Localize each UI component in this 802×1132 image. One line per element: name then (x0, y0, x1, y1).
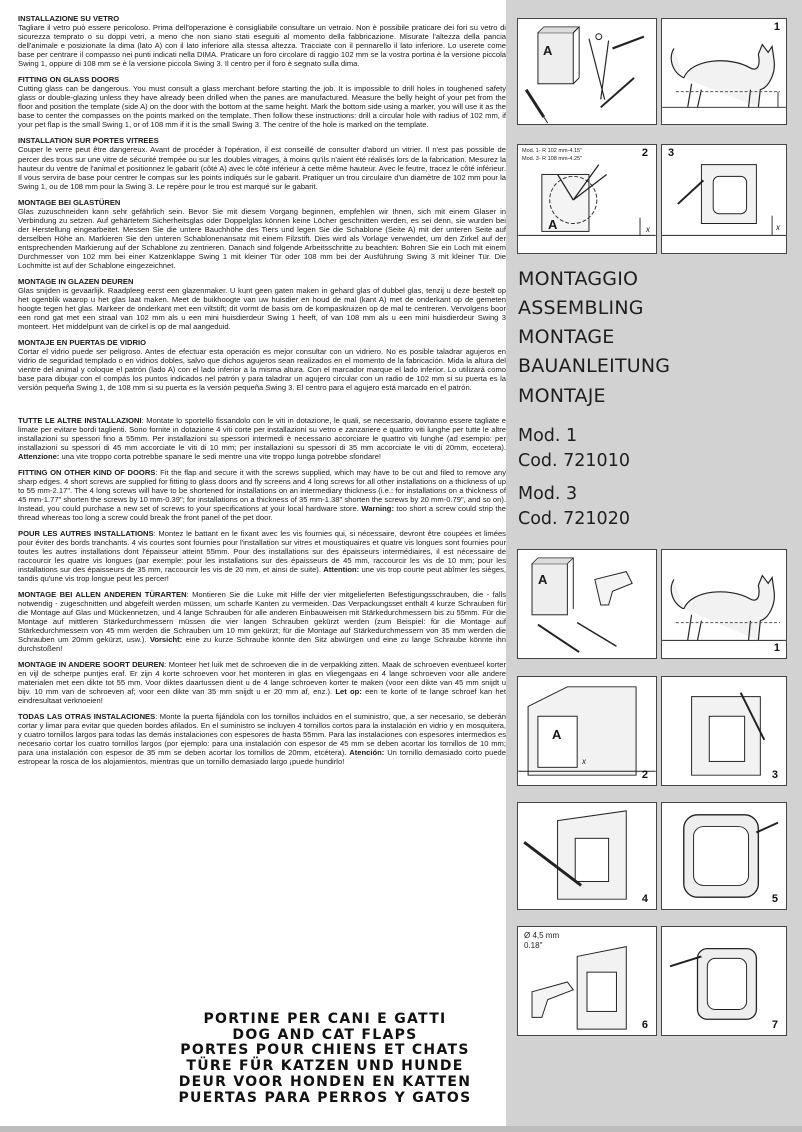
figure-number-3: 3 (668, 147, 675, 159)
cat-illustration (662, 19, 786, 124)
cat-illustration-b (662, 550, 786, 658)
figure-number-3b: 3 (771, 769, 778, 781)
product-title-line: PUERTAS PARA PERROS Y GATOS (178, 1089, 472, 1106)
install-heading: FITTING ON OTHER KIND OF DOORS (18, 467, 156, 477)
figure-number-2: 2 (641, 147, 648, 159)
install-paragraph (18, 468, 506, 522)
figure-number-5: 5 (771, 893, 778, 905)
install-body: : Montieren Sie die Luke mit Hilfe der vier mitgelieferten Befestigungsschrauben, die - falls notwendig - zugeschnitten und abgefeilt werden müssen, um scharfe Kanten zu vermeiden. Das Verpackungsset enthält 4 kurze Schrauben für die Montage auf Glas und Mückennetzen, und 4 lange Schrauben für alle anderen Einbauweisen mit Stärkedurchmessern bis zu 55mm. Für die Montage auf mittleren Stärkedurchmessern müssen die vier langen Schrauben gekürzt werden (zum Beispiel: für die Montage auf Stärkedurchmessern von 45 mm werden die Schrauben um 10 mm gekürzt; für die Montage auf Stärkedurchmessern von 35 mm werden die Schrauben um 20mm gekürzt, usw.). (18, 589, 506, 644)
figure-number-1: 1 (773, 21, 780, 33)
screws-illustration (662, 927, 786, 1035)
section-heading: FITTING ON GLASS DOORS (18, 75, 120, 85)
cut-hole-illustration (662, 145, 786, 253)
flap-fitted-illustration (662, 803, 786, 909)
install-warning-label: Attention: (323, 564, 360, 574)
glass-section (18, 136, 506, 190)
product-title-line: DOG AND CAT FLAPS (232, 1026, 418, 1043)
template-drill-illustration (518, 550, 656, 658)
radius-note-mod1: Mod. 1- R 102 mm-4.15" (522, 148, 583, 154)
figure-6-drill (517, 926, 657, 1036)
height-x-label: x (582, 757, 586, 766)
install-heading: TODAS LAS OTRAS INSTALACIONES (18, 711, 156, 721)
install-warning-label: Let op: (335, 686, 362, 696)
figure-template-tools (517, 18, 657, 125)
model-1: Mod. 1 (518, 426, 578, 446)
template-side-label: A (548, 217, 558, 232)
install-body: : Montez le battant en le fixant avec les vis fournies qui, si nécessaire, devront être coupées et limées pour éviter des bords tranchants. 4 vis courtes sont fournies pour l'installation sur vitres et moustiquaires et quatre vis longues sont fournies pour toutes les autres installations dont l'épaisseur atteint 55mm. Pour des installations sur des épaisseurs intermédiaires, il est nécessaire de raccourcir les quatre vis longues (par exemple: pour les installations sur des épaisseurs de 45 mm, raccourcir les vis de 10 mm; pour les installations sur des épaisseurs de 35 mm, raccourcir les vis de 20 mm, et ainsi de suite). (18, 528, 506, 574)
install-paragraph (18, 590, 506, 653)
figure-2-compass (517, 144, 657, 254)
glass-section (18, 338, 506, 392)
install-warning-text: Un tornillo demasiado corto puede estropear la rosca de los alojamientos, mientras que un tornillo demasiado largo ¡puede hundirlo! (18, 747, 506, 766)
product-title-line: DEUR VOOR HONDEN EN KATTEN (178, 1073, 472, 1090)
install-warning-text: too short a screw could strip the thread whereas too long a screw could break the front panel of the pet door. (18, 503, 506, 522)
template-side-label: A (538, 572, 548, 587)
figure-1-cat-height-b (661, 549, 787, 659)
height-x-label: x (776, 223, 780, 232)
section-heading: MONTAJE EN PUERTAS DE VIDRIO (18, 338, 146, 348)
assembly-word-it: MONTAGGIO (518, 268, 639, 290)
height-x-label: x (646, 225, 650, 234)
glass-section (18, 198, 506, 270)
figure-7-screws (661, 926, 787, 1036)
assembly-word-es: MONTAJE (518, 385, 606, 407)
section-body: Cortar el vidrio puede ser peligroso. Antes de efectuar esta operación es mejor consultar con un vidriero. No es posible taladrar agujeros en vidrio de seguridad templado o en vidrios dobles, salvo que dichos agujeros sean realizados en el momento de la fabricación. Mida la altura del vientre del animal y coloque el patrón (lado A) con el lado inferior a la misma altura. Con el marcador marque el lado inferior. Lo utilizará como base para dibujar con el compás los puntos indicados nel patrón y para taladrar un agujero circular con un radio de 102 mm si su puerta es la versión pequeña Swing 1, de 108 mm si su puerta es la versión pequeña Swing 3. El centro para el agujero está marcado en el patrón. (18, 347, 506, 393)
figure-number-7: 7 (771, 1019, 778, 1031)
install-warning-text: una vite troppo corta potrebbe spanare le sedi mentre una vite troppo lunga potrebbe sfondare! (59, 451, 382, 461)
figure-number-6: 6 (641, 1019, 648, 1031)
glass-section (18, 14, 506, 68)
product-title-line: PORTINE PER CANI E GATTI (203, 1011, 447, 1027)
install-paragraph (18, 416, 506, 461)
figure-number-1b: 1 (773, 642, 780, 654)
assembly-word-de: BAUANLEITUNG (518, 355, 671, 377)
other-installation-sections (18, 416, 506, 766)
figure-3-cut-door (661, 676, 787, 786)
install-warning-text: une vis trop courte peut abîmer les sièges, tandis qu'une vis trop longue peut les percer! (18, 564, 506, 583)
template-side-label: A (543, 43, 553, 58)
install-heading: TUTTE LE ALTRE INSTALLAZIONI (18, 415, 142, 425)
section-body: Tagliare il vetro può essere pericoloso. Prima dell'operazione è consigliabile consultare un vetraio. Non è possibile praticare dei fori su vetro di sicurezza temprato o su doppi vetri, a meno che non siano stati eseguiti al momento della fabbricazione. Misurate l'altezza della pancia dell'animale e posizionate la dima (lato A) con il lato inferiore alla stessa altezza. Tracciate con il pennarello il lato inferiore. Lo userete come base per centrare il compasso nei punti indicati nella DIMA. Praticare un foro circolare di raggio 102 mm se la vostra portina è la versione piccola Swing 1, oppure di 108 mm se è la versione piccola Swing 3. Il centro per il foro è segnato sulla dima. (18, 23, 506, 69)
install-body: : Monte la puerta fijándola con los tornillos incluidos en el suministro, que, a ser necesario, se deberán cortar y limar para evitar que queden bordes afilados. En el suministro se incluyen 4 tornillos cortos para la instalación en vidrio y en mosquitera, y cuatro tornillos largos para todas las demás instalaciones con espesores de hasta 55mm. Para las instalaciones con espesores intermedios es necesario cortar los cuatro tornillos largos (por ejemplo: para una instalación con espesor de 45 mm se deben acortar los tornillos de 10 mm; para una instalación con espesor de 35 mm se deben acortar los tornillos de 20mm, etcétera). (18, 711, 506, 757)
page-bottom-strip (0, 1126, 802, 1132)
instructions-column (18, 14, 506, 773)
install-body: : Monteer het luik met de schroeven die in de verpakking zitten. Maak de schroeven eventueel korter en vijl de scherpe puntjes eraf. Er zijn 4 korte schroeven voor het monteren in glas en vliegengaas en 4 lange schroeven voor alle andere materialen met een dikte tot 55 mm. Voor diktes daartussen dient u de 4 lange schroeven korter te maken (voor een dikte van 45 mm snijdt u bijv. 10 mm van de schroeven af; voor een dikte van 35 mm snijdt u er 20 mm af, enz.). (18, 659, 506, 696)
product-title-line: TÜRE FÜR KATZEN UND HUNDE (186, 1058, 464, 1075)
figure-1-cat-height (661, 18, 787, 125)
install-heading: MONTAGE BEI ALLEN ANDEREN TÜRARTEN (18, 589, 187, 599)
product-title-line: PORTES POUR CHIENS ET CHATS (180, 1042, 470, 1059)
install-paragraph (18, 529, 506, 583)
assembly-word-en: ASSEMBLING (518, 297, 644, 319)
figure-2-template-door (517, 676, 657, 786)
figure-number-2b: 2 (641, 769, 648, 781)
install-warning-label: Attenzione: (18, 451, 60, 461)
install-warning-label: Warning: (361, 503, 394, 513)
figure-4-saw (517, 802, 657, 910)
section-heading: MONTAGE IN GLAZEN DEUREN (18, 277, 134, 287)
radius-note-mod3: Mod. 3- R 108 mm-4.25" (522, 156, 583, 162)
install-body: : Fit the flap and secure it with the screws supplied, which may have to be cut and filed to remove any sharp edges. 4 short screws are supplied for fitting to glass doors and fly screens and 4 long screws for all other installations on a thickness of up to 55 mm-2.17". The 4 long screws will have to be shortened for installations on an intermediary thickness (i.e.: for installations on a thickness of 45 mm-1.77" shorten the screws by 10 mm-0.39"; for installations on a thickness of 35 mm-1.38" shorten the screws by 20 mm-0.79", and so on). Instead, you could purchase a new set of screws to your specifications at your local hardware store. (18, 467, 506, 513)
drill-size-mm: Ø 4,5 mm (524, 931, 560, 940)
install-heading: MONTAGE IN ANDERE SOORT DEUREN (18, 659, 165, 669)
template-side-label: A (552, 727, 562, 742)
install-heading: POUR LES AUTRES INSTALLATIONS (18, 528, 154, 538)
glass-installation-sections (18, 14, 506, 393)
template-tools-illustration (518, 19, 656, 124)
code-3: Cod. 721020 (518, 509, 630, 529)
install-paragraph (18, 660, 506, 705)
section-body: Couper le verre peut être dangereux. Avant de procéder à l'opération, il est conseillé de consulter d'abord un vitrier. Il n'est pas possible de percer des trous sur une vitre de sécurité trempée ou sur les doubles vitrages, à moins qu'ils n'aient été réalisés lors de la fabrication. Mesurez la hauteur du ventre de l'animal et positionnez le gabarit (côté A) avec le côté inférieur à cette même hauteur. Avec le feutre, tracez le côté inférieur. Il vous servira de base pour centrer le compas sur les points indiqués sur le gabarit. Pratiquer un trou circulaire d'un diamètre de 102 mm pour la Swing 1, ou de 108 mm pour la Swing 3. Le repère pour le trou est marqué sur le gabarit. (18, 145, 506, 191)
install-warning-label: Atención: (349, 747, 385, 757)
model-3: Mod. 3 (518, 484, 578, 504)
section-heading: MONTAGE BEI GLASTÜREN (18, 197, 121, 207)
section-body: Glas snijden is gevaarlijk. Raadpleeg eerst een glazenmaker. U kunt geen gaten maken in gehard glas of dubbel glas, tenzij u deze bestelt op het ogenblik waarop u het glas laat maken. Meet de buikhoogte van uw huisdier en houd de mal (kant A) met de onderkant op de gemeten hoogte tegen het glas. Markeer de onderkant met een viltstift; dit vormt de basis om de kompaskruizen op de mal te centreren. Vervolgens boor een rond gat met een straal van 102 mm als u een mini huisdierdeur Swing 1 heeft, of van 108 mm als u een mini huisdierdeur Swing 3 monteert. Het middelpunt van de cirkel is op de mal aangeduid. (18, 286, 506, 332)
figure-5-flap-fitted (661, 802, 787, 910)
install-warning-label: Vorsicht: (149, 634, 183, 644)
figure-3-cut-hole (661, 144, 787, 254)
install-paragraph (18, 712, 506, 766)
code-1: Cod. 721010 (518, 451, 630, 471)
product-titles (160, 1012, 490, 1106)
figure-template-tools-2 (517, 549, 657, 659)
assembly-word-fr: MONTAGE (518, 326, 615, 348)
section-heading: INSTALLAZIONE SU VETRO (18, 14, 120, 23)
section-heading: INSTALLATION SUR PORTES VITREES (18, 136, 159, 146)
section-body: Cutting glass can be dangerous. You must consult a glass merchant before starting the job. It is impossible to drill holes in toughened safety glass or double-glazing unless they have already been drilled when the panes are manufactured. Measure the belly height of your pet from the floor and position the template (side A) on the door with the bottom at the same height. Mark the bottom side using a marker, you will use it as the base to center the compasses on the points marked on the template. Then follow these instructions: drill a circular hole with radius of 102 mm, if your pet flap is the small Swing 1, or of 108 mm if it is the small Swing 3. The centre of the hole is marked on the template. (18, 84, 506, 130)
install-warning-text: een te korte of te lange schroef kan het eindresultaat verknoeien! (18, 686, 506, 705)
glass-section (18, 75, 506, 129)
install-warning-text: eine zu kurze Schraube könnte den Sitz abwürgen und eine zu lange Schraube könnte ihn durchstoßen! (18, 634, 506, 653)
install-body: : Montate lo sportello fissandolo con le viti in dotazione, le quali, se necessario, dovranno essere tagliate e limate per evitare bordi taglienti. Sono fornite in dotazione 4 viti corte per installazioni su vetro e zanzariere e quattro viti lunghe per tutte le altre installazioni su spessori fino a 55mm. Per installazioni su spessori intermedi è necessario accorciare le quattro viti lunghe (ad esempio: per installazioni su spessori di 45 mm accorciate le viti di 10 mm; per installazioni su spessori di 35 mm accorciate le viti di 20mm, eccetera). (18, 415, 506, 452)
cut-door-illustration (662, 677, 786, 785)
section-body: Glas zuzuschneiden kann sehr gefährlich sein. Bevor Sie mit diesem Vorgang beginnen, empfehlen wir Ihnen, sich mit einem Glaser in Verbindung zu setzen. Auf gehärtetem Sicherheitsglas oder Doppelglas können keine Löcher geschnitten werden, es sei denn, sie wurden bei der Herstellung eingearbeitet. Messen Sie die untere Bauchhöhe des Tiers und legen Sie die Schablone (Seite A) mit der unteren Seite auf derselben Höhe an. Markieren Sie den unteren Schablonenansatz mit einem Filzstift. Dies wird als Vorlage verwendet, um den Zirkel auf der entsprechenden Markierung auf der Schablone zu zentrieren. Danach sind folgende Arbeitsschritte zu beachten: Bohren Sie ein Loch mit einem Durchmesser von 102 mm bei einer Katzenklappe Swing 1 mit kleiner Tür oder 108 mm bei der Ausführung Swing 3 mit kleiner Tür. Die Lochmitte ist auf der Schablone eingezeichnet. (18, 206, 506, 270)
drill-size-inch: 0.18" (524, 941, 543, 950)
glass-section (18, 277, 506, 331)
saw-illustration (518, 803, 656, 909)
figure-number-4: 4 (641, 893, 648, 905)
door-template-illustration (518, 677, 656, 785)
